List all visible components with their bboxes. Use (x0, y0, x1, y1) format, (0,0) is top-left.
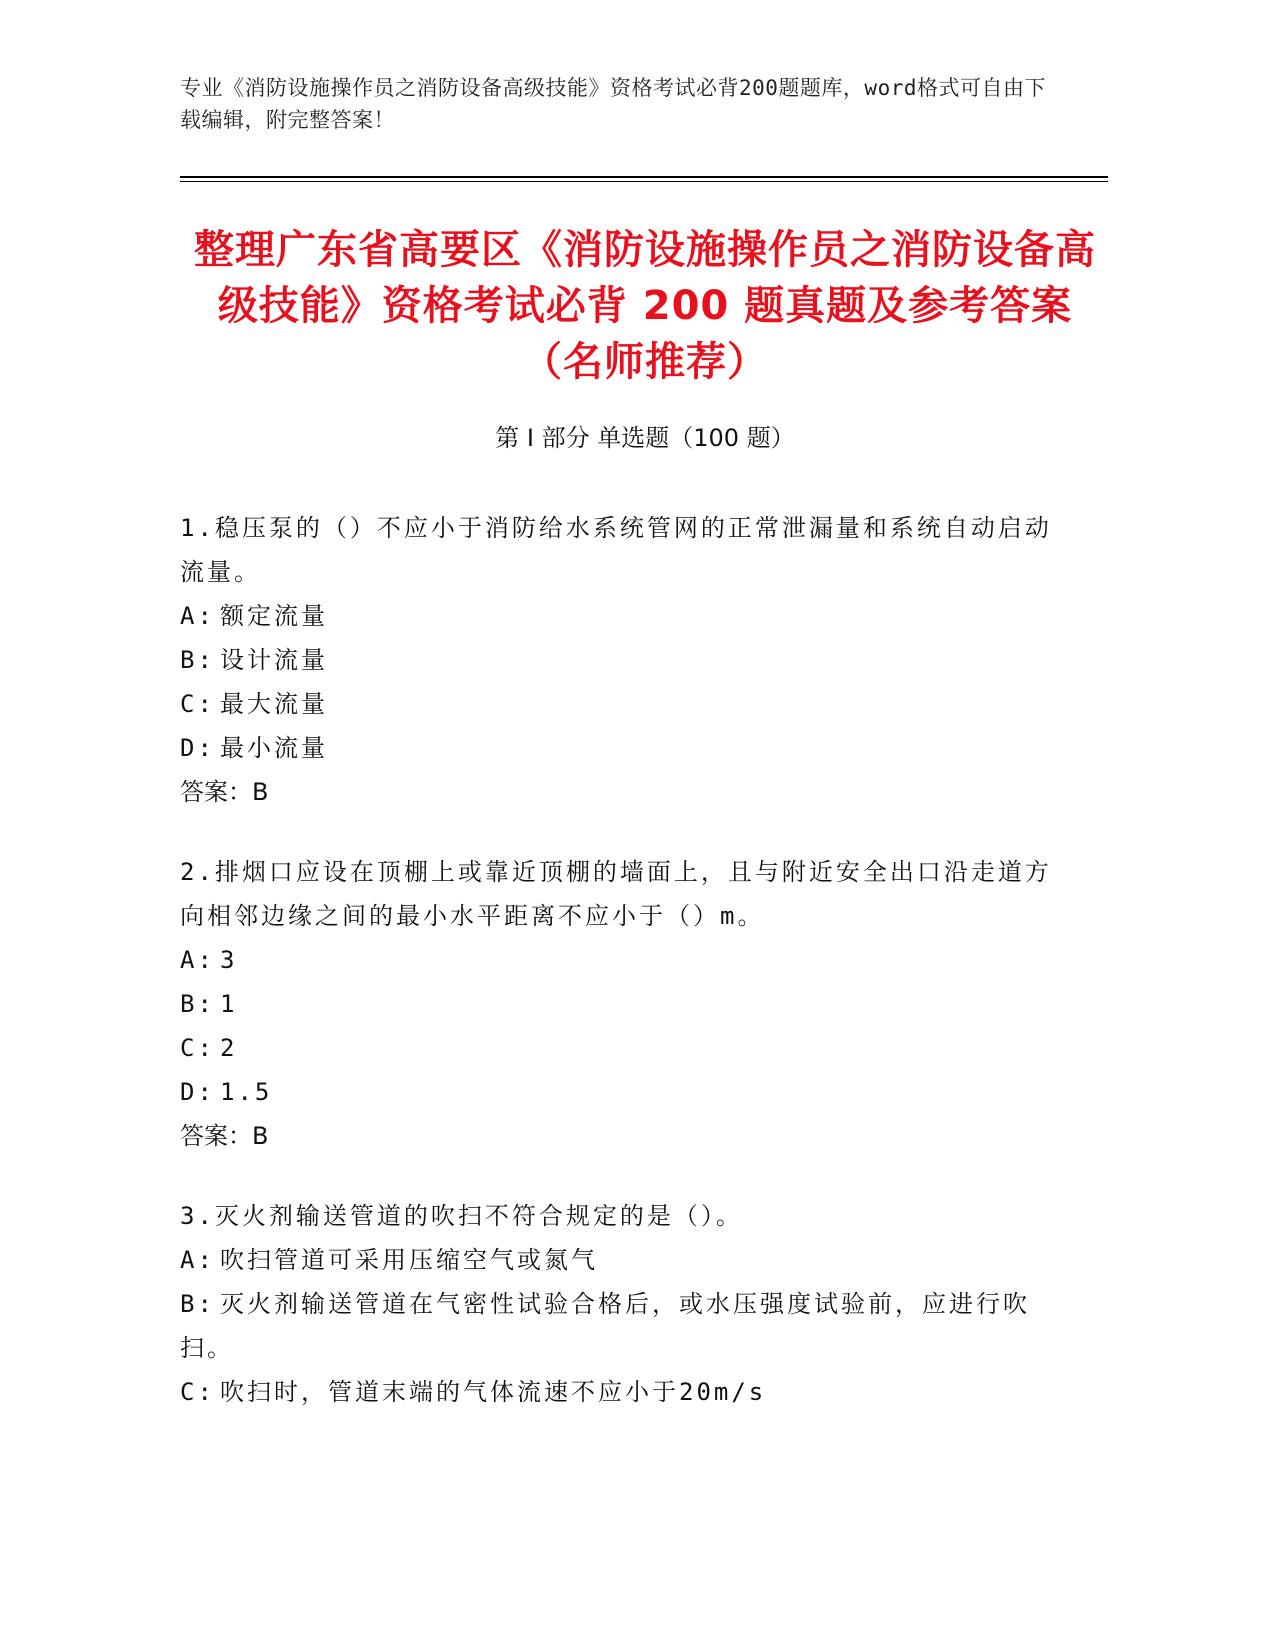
header-rule-thin (180, 181, 1108, 182)
option-text: 灭火剂输送管道在气密性试验合格后，或水压强度试验前，应进行吹扫。 (180, 1290, 1030, 1362)
option-b (180, 982, 1060, 1026)
answer: 答案：B (180, 778, 269, 806)
option-key: A: (180, 602, 215, 630)
option-key: C: (180, 1034, 215, 1062)
option-b (180, 638, 1060, 682)
option-c (180, 682, 1060, 726)
question-3 (180, 1194, 1060, 1414)
answer: 答案：B (180, 1122, 269, 1150)
option-a (180, 938, 1060, 982)
option-key: C: (180, 1378, 215, 1406)
question-list (180, 506, 1060, 1450)
option-key: B: (180, 646, 215, 674)
option-text: 2 (220, 1034, 238, 1062)
option-key: B: (180, 990, 215, 1018)
option-b (180, 1282, 1060, 1370)
option-text: 吹扫管道可采用压缩空气或氮气 (220, 1246, 598, 1274)
option-text: 1.5 (220, 1078, 273, 1106)
header-note: 专业《消防设施操作员之消防设备高级技能》资格考试必背200题题库，word格式可自由下载编辑，附完整答案！ (180, 76, 1046, 132)
option-key: C: (180, 690, 215, 718)
option-d (180, 726, 1060, 770)
section-heading: 第 I 部分 单选题（100 题） (495, 424, 795, 452)
question-stem: 2.排烟口应设在顶棚上或靠近顶棚的墙面上，且与附近安全出口沿走道方向相邻边缘之间的最小水平距离不应小于（）m。 (180, 858, 1052, 930)
header-rule-thick (180, 176, 1108, 178)
document-title: 整理广东省高要区《消防设施操作员之消防设备高级技能》资格考试必背 200 题真题及参考答案（名师推荐） (194, 227, 1096, 385)
option-text: 最小流量 (220, 734, 328, 762)
option-text: 3 (220, 946, 238, 974)
option-text: 最大流量 (220, 690, 328, 718)
question-stem: 3.灭火剂输送管道的吹扫不符合规定的是（）。 (180, 1202, 743, 1230)
option-text: 吹扫时，管道末端的气体流速不应小于20m/s (220, 1378, 767, 1406)
question-2 (180, 850, 1060, 1158)
question-stem: 1.稳压泵的（）不应小于消防给水系统管网的正常泄漏量和系统自动启动流量。 (180, 514, 1052, 586)
option-text: 设计流量 (220, 646, 328, 674)
option-d (180, 1070, 1060, 1114)
option-a (180, 594, 1060, 638)
question-1 (180, 506, 1060, 814)
option-key: B: (180, 1290, 215, 1318)
option-key: D: (180, 1078, 215, 1106)
option-text: 1 (220, 990, 238, 1018)
option-c (180, 1370, 1060, 1414)
option-key: A: (180, 946, 215, 974)
option-text: 额定流量 (220, 602, 328, 630)
option-key: D: (180, 734, 215, 762)
option-key: A: (180, 1246, 215, 1274)
option-c (180, 1026, 1060, 1070)
option-a (180, 1238, 1060, 1282)
